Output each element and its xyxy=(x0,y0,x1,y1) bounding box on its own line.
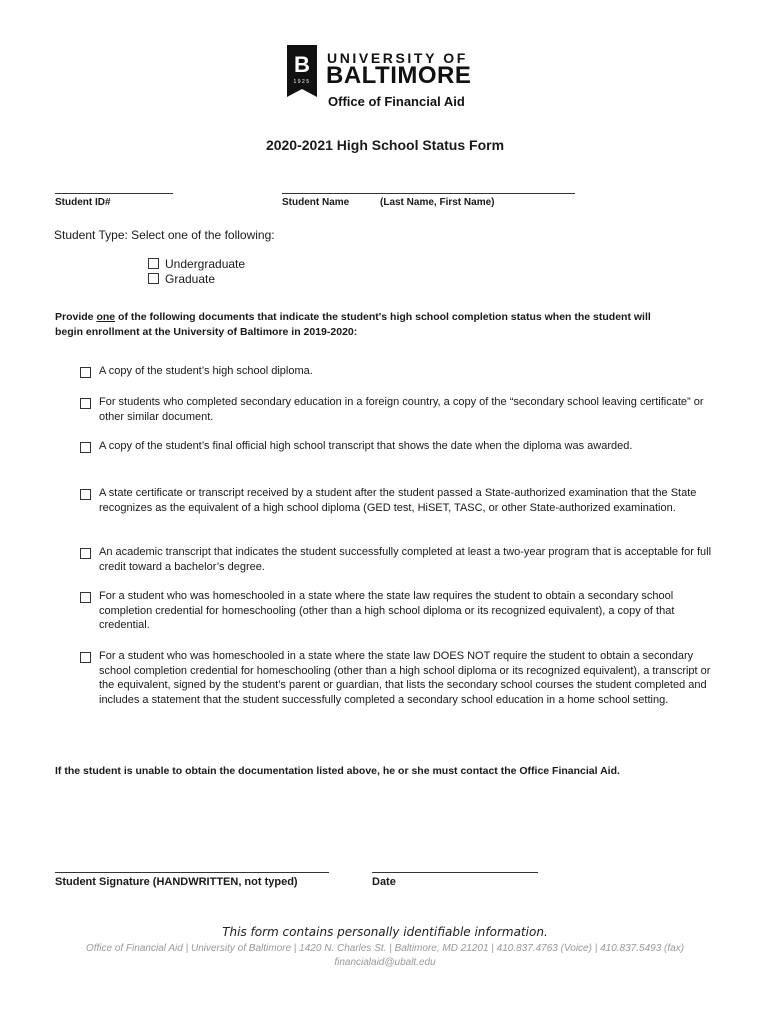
document-option-foreign-certificate[interactable] xyxy=(80,395,720,424)
contact-warning: If the student is unable to obtain the documentation listed above, he or she must contact the Office Financial Aid. xyxy=(55,765,620,777)
document-option-text: For students who completed secondary education in a foreign country, a copy of the “secondary school leaving certificate” or other similar document. xyxy=(99,396,704,423)
documents-intro xyxy=(55,310,655,340)
intro-text-before: Provide xyxy=(55,311,97,323)
document-option-text: A copy of the student’s final official high school transcript that shows the date when the diploma was awarded. xyxy=(99,440,633,452)
student-type-graduate[interactable] xyxy=(148,272,215,286)
checkbox-icon[interactable] xyxy=(80,442,91,453)
document-option-text: For a student who was homeschooled in a state where the state law DOES NOT require the student to obtain a secondary school completion credential for homeschooling (other than a high school diploma or its recognized equivalent), a transcript or the equivalent, signed by the student’s parent or guardian, that lists the secondary school courses the student completed and includes a statement that the student successfully completed a secondary school education in a home school setting. xyxy=(99,650,711,706)
document-option-text: A state certificate or transcript received by a student after the student passed a State-authorized examination that the State recognizes as the equivalent of a high school diploma (GED test, HiSET, TASC, or other State-authorized examination. xyxy=(99,487,697,514)
logo-year: 1925 xyxy=(293,79,311,85)
student-type-option-label: Undergraduate xyxy=(165,257,246,271)
confidential-notice: This form contains personally identifiable information. xyxy=(222,925,548,939)
document-option-state-certificate[interactable] xyxy=(80,486,720,515)
document-option-homeschool-credential[interactable] xyxy=(80,589,720,633)
logo-top-line: UNIVERSITY OF xyxy=(327,50,468,66)
student-type-option-label: Graduate xyxy=(165,272,216,286)
student-id-field[interactable] xyxy=(55,193,173,194)
document-option-homeschool-transcript[interactable] xyxy=(80,649,720,707)
intro-text-after: of the following documents that indicate the student's high school completion status when the student will begin enrollment at the University of Baltimore in 2019-2020: xyxy=(55,311,651,338)
document-option-academic-transcript[interactable] xyxy=(80,545,720,574)
student-type-prompt: Student Type: Select one of the following: xyxy=(54,228,275,242)
name-format-label: (Last Name, First Name) xyxy=(380,197,495,208)
date-label: Date xyxy=(372,876,396,888)
document-option-text: An academic transcript that indicates the student successfully completed at least a two-year program that is acceptable for full credit toward a bachelor’s degree. xyxy=(99,546,712,573)
footer-email: financialaid@ubalt.edu xyxy=(334,957,436,968)
student-id-label: Student ID# xyxy=(55,197,111,208)
document-option-text: For a student who was homeschooled in a state where the state law requires the student to obtain a secondary school completion credential for homeschooling (other than a high school diploma or its recognized equivalent), a copy of that credential. xyxy=(99,590,675,631)
student-type-undergraduate[interactable] xyxy=(148,257,245,271)
signature-field[interactable] xyxy=(55,872,329,873)
checkbox-icon[interactable] xyxy=(80,652,91,663)
document-option-diploma[interactable] xyxy=(80,364,720,379)
footer-address: Office of Financial Aid | University of Baltimore | 1420 N. Charles St. | Baltimore, MD 21201 | 410.837.4763 (Voice) | 410.837.5493 (fax) xyxy=(85,943,685,954)
logo-main-line: BALTIMORE xyxy=(326,62,472,89)
logo-letter: B xyxy=(294,52,310,77)
checkbox-icon[interactable] xyxy=(80,489,91,500)
intro-emphasis: one xyxy=(96,311,116,323)
student-name-field[interactable] xyxy=(282,193,575,194)
document-option-transcript[interactable] xyxy=(80,439,720,454)
document-option-text: A copy of the student’s high school diploma. xyxy=(99,365,313,377)
logo-office-line: Office of Financial Aid xyxy=(328,94,465,109)
footer xyxy=(40,942,730,970)
checkbox-icon[interactable] xyxy=(80,548,91,559)
checkbox-icon[interactable] xyxy=(148,258,159,269)
checkbox-icon[interactable] xyxy=(148,273,159,284)
checkbox-icon[interactable] xyxy=(80,367,91,378)
form-title: 2020-2021 High School Status Form xyxy=(265,137,505,153)
university-logo-flag xyxy=(287,45,317,97)
checkbox-icon[interactable] xyxy=(80,592,91,603)
checkbox-icon[interactable] xyxy=(80,398,91,409)
date-field[interactable] xyxy=(372,872,538,873)
student-name-label: Student Name xyxy=(282,197,350,208)
signature-label: Student Signature (HANDWRITTEN, not typed) xyxy=(55,876,298,888)
